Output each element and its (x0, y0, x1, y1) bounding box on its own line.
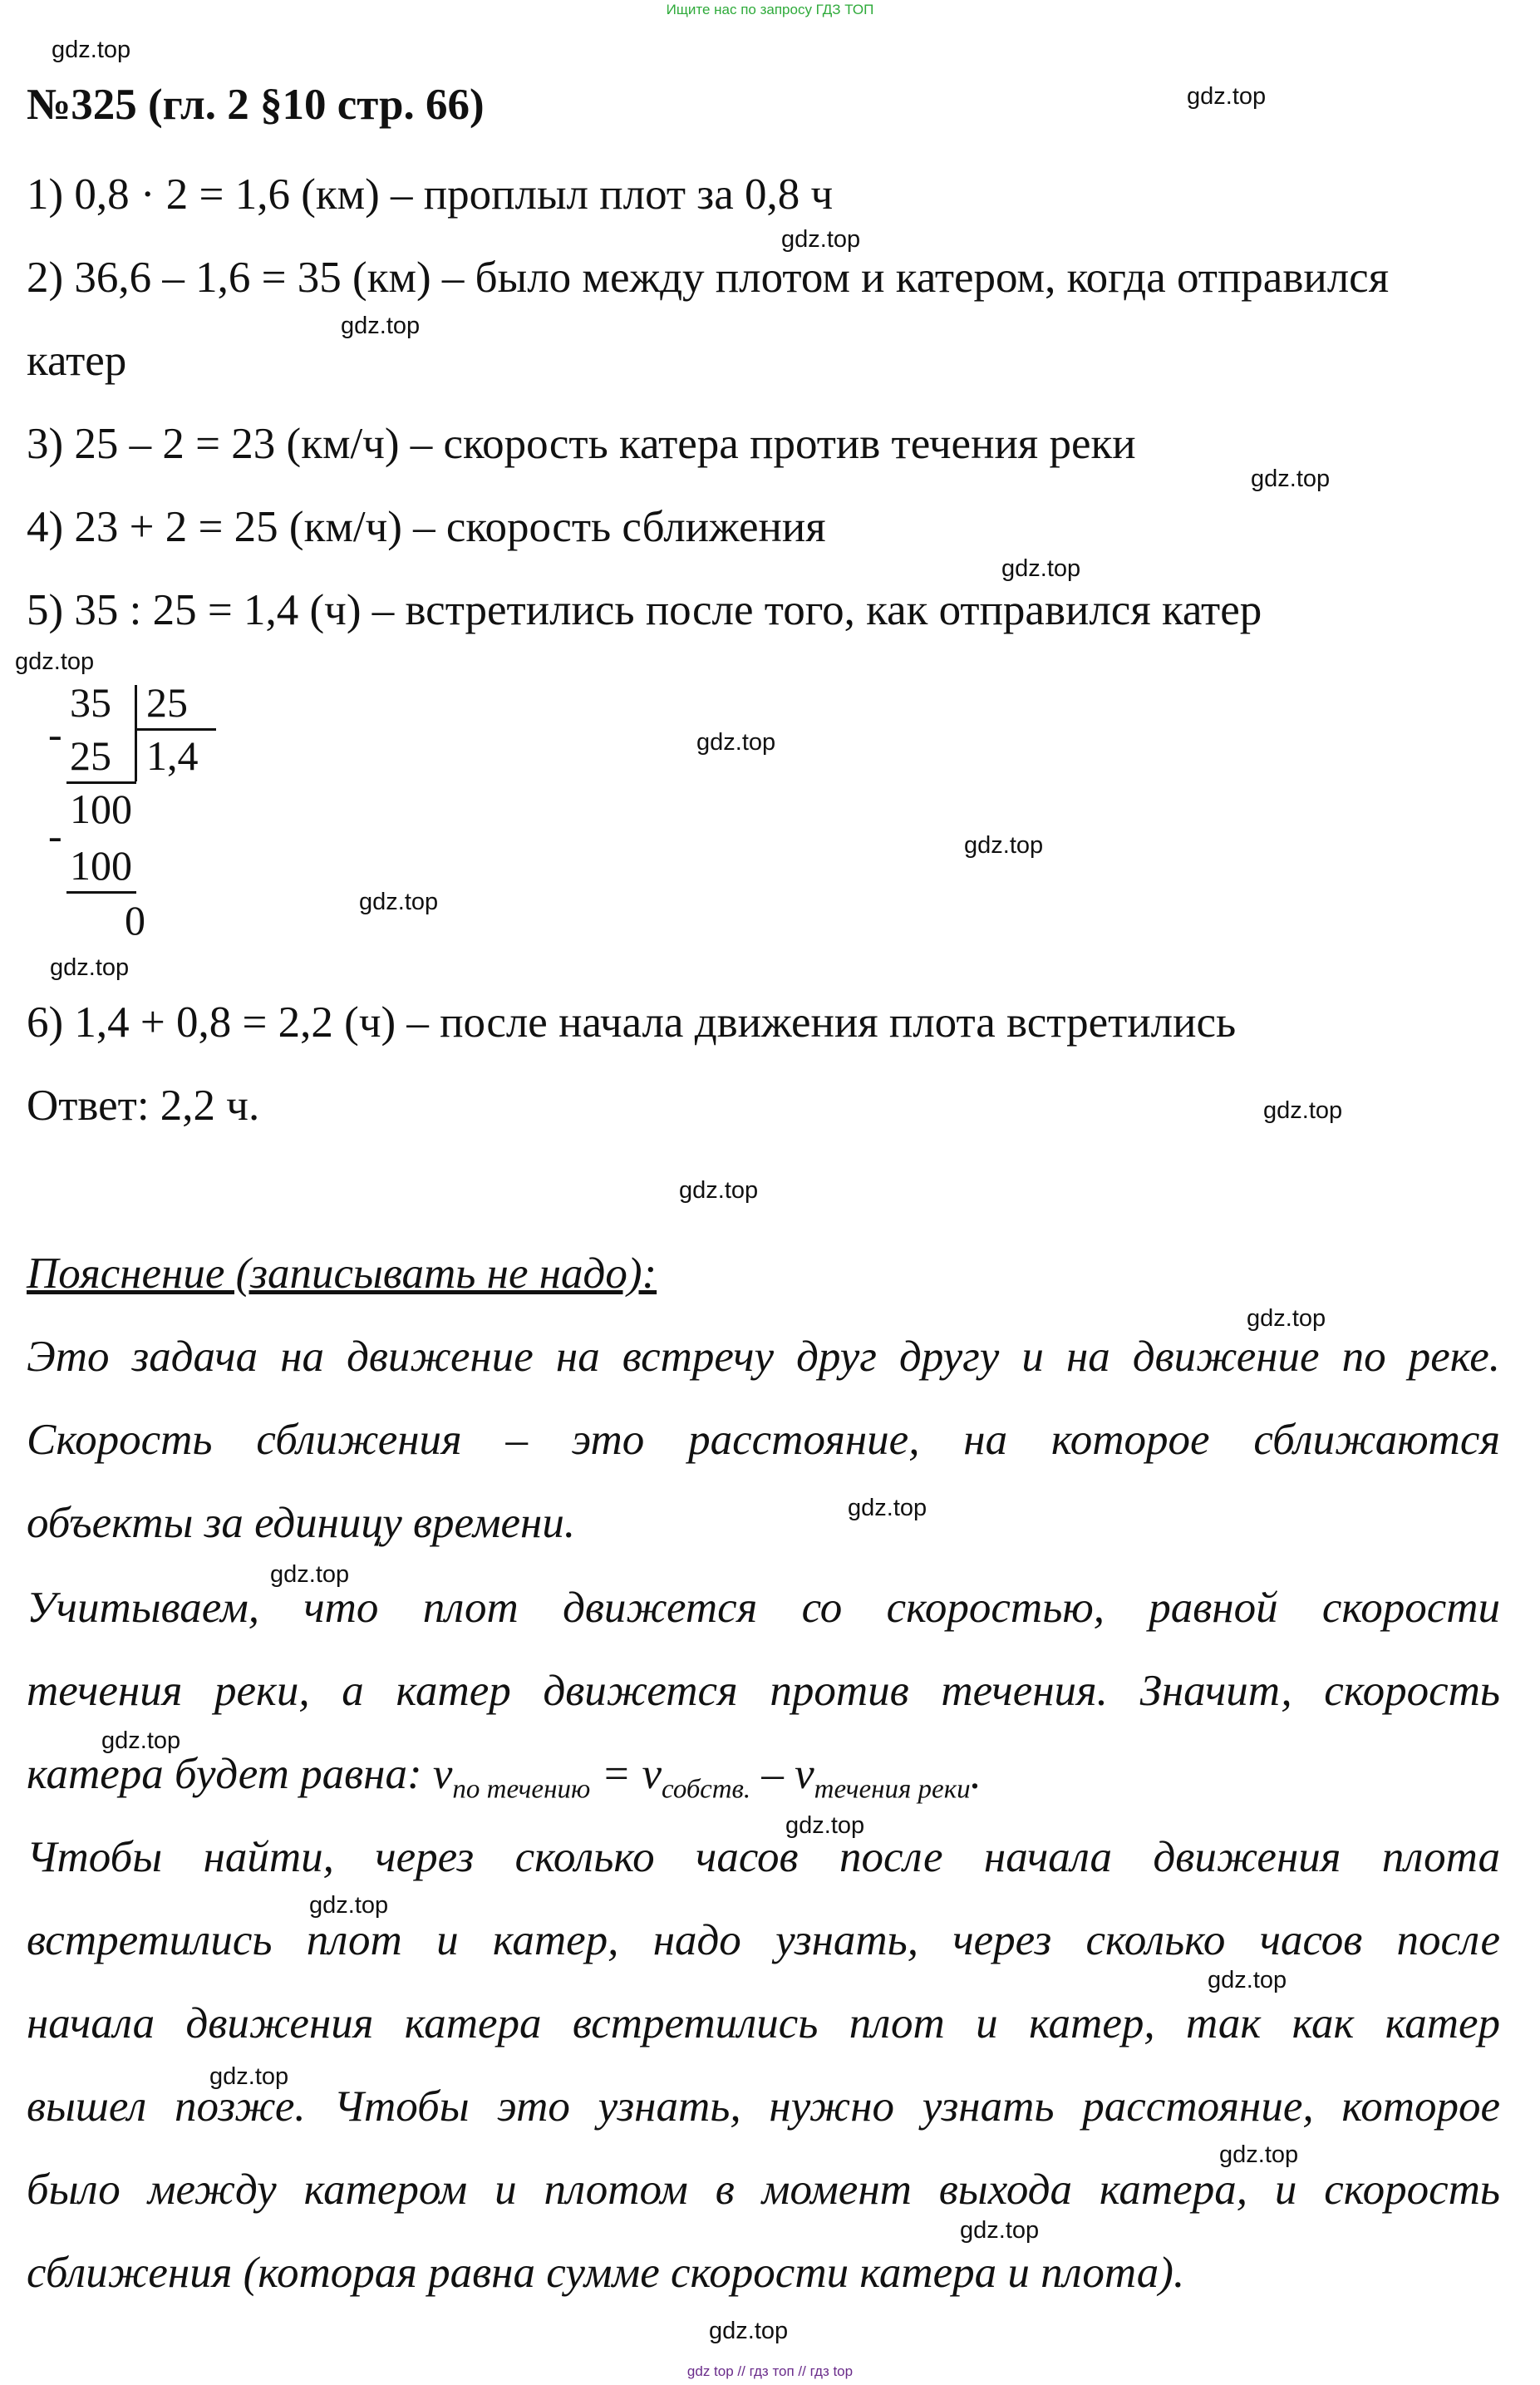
explanation-line: Учитываем, что плот движется со скоростью, равной скорости (27, 1584, 1500, 1632)
problem-title: №325 (гл. 2 §10 стр. 66) (27, 81, 485, 129)
solution-step: катер (27, 337, 127, 385)
explanation-line: Это задача на движение на встречу друг другу и на движение по реке. (27, 1333, 1500, 1381)
division-quotient: 1,4 (146, 732, 199, 779)
solution-step: 4) 23 + 2 = 25 (км/ч) – скорость сближения (27, 503, 826, 551)
formula-subscript: собств. (662, 1774, 751, 1805)
solution-step: 3) 25 – 2 = 23 (км/ч) – скорость катера против течения реки (27, 420, 1136, 468)
watermark: gdz.top (50, 954, 130, 981)
explanation-line: встретились плот и катер, надо узнать, через сколько часов после (27, 1916, 1500, 1964)
explanation-line: начала движения катера встретились плот и катер, так как катер (27, 1999, 1500, 2047)
watermark: gdz.top (52, 37, 131, 63)
watermark: gdz.top (785, 1812, 865, 1839)
solution-step: 1) 0,8 · 2 = 1,6 (км) – проплыл плот за 0,8 ч (27, 170, 834, 219)
explanation-line: сближения (которая равна сумме скорости катера и плота). (27, 2249, 1185, 2297)
watermark: gdz.top (270, 1561, 350, 1588)
watermark: gdz.top (359, 889, 439, 915)
solution-step: 6) 1,4 + 0,8 = 2,2 (ч) – после начала движения плота встретились (27, 998, 1237, 1047)
division-divisor: 25 (146, 679, 188, 726)
top-banner[interactable]: Ищите нас по запросу ГДЗ ТОП (666, 2, 874, 17)
formula-subscript: течения реки (814, 1774, 971, 1805)
division-subtrahend: 25 (70, 732, 111, 779)
formula-variable: v (642, 1750, 662, 1798)
explanation-line: объекты за единицу времени. (27, 1499, 576, 1547)
division-divisor-bar (136, 728, 216, 731)
watermark: gdz.top (1251, 466, 1331, 492)
formula-variable: v (795, 1750, 814, 1798)
formula-prefix: катера будет равна: (27, 1750, 433, 1798)
division-vertical-bar (135, 685, 137, 781)
division-minus-sign: - (48, 711, 62, 757)
watermark: gdz.top (848, 1495, 927, 1521)
explanation-line: было между катером и плотом в момент выхода катера, и скорость (27, 2166, 1500, 2214)
watermark: gdz.top (15, 648, 95, 675)
watermark: gdz.top (679, 1177, 759, 1204)
watermark: gdz.top (696, 729, 776, 756)
explanation-line: Чтобы найти, через сколько часов после начала движения плота (27, 1833, 1500, 1881)
watermark: gdz.top (960, 2217, 1040, 2244)
long-division (48, 679, 216, 948)
formula-variable: v (432, 1750, 453, 1798)
division-dividend: 35 (70, 679, 111, 726)
watermark: gdz.top (341, 313, 421, 339)
division-rule (66, 891, 136, 894)
watermark: gdz.top (709, 2318, 789, 2344)
velocity-formula (27, 1752, 1500, 1804)
explanation-line: вышел позже. Чтобы это узнать, нужно узнать расстояние, которое (27, 2082, 1500, 2131)
explanation-line: течения реки, а катер движется против течения. Значит, скорость (27, 1667, 1500, 1715)
solution-step: 5) 35 : 25 = 1,4 (ч) – встретились после того, как отправился катер (27, 586, 1262, 634)
answer: Ответ: 2,2 ч. (27, 1082, 260, 1130)
explanation-heading: Пояснение (записывать не надо): (27, 1249, 657, 1298)
formula-operator: – (750, 1750, 795, 1798)
solution-step: 2) 36,6 – 1,6 = 35 (км) – было между плотом и катером, когда отправился (27, 254, 1390, 302)
watermark: gdz.top (1001, 555, 1081, 582)
division-remainder: 0 (125, 897, 145, 944)
watermark: gdz.top (309, 1892, 389, 1919)
watermark: gdz.top (209, 2063, 289, 2090)
footer-links[interactable]: gdz top // гдз топ // гдз top (686, 2363, 854, 2379)
division-subtrahend: 100 (70, 842, 132, 889)
watermark: gdz.top (781, 226, 861, 253)
watermark: gdz.top (964, 832, 1044, 859)
division-minus-sign: - (48, 812, 62, 859)
division-rule (66, 781, 136, 784)
watermark: gdz.top (1208, 1967, 1287, 1993)
formula-period: . (970, 1750, 982, 1798)
explanation-line: Скорость сближения – это расстояние, на которое сближаются (27, 1416, 1500, 1464)
watermark: gdz.top (101, 1727, 181, 1754)
watermark: gdz.top (1187, 83, 1267, 110)
watermark: gdz.top (1263, 1097, 1343, 1124)
formula-subscript: по течению (452, 1774, 591, 1805)
division-remainder: 100 (70, 786, 132, 832)
formula-operator: = (590, 1750, 642, 1798)
watermark: gdz.top (1247, 1305, 1326, 1332)
watermark: gdz.top (1219, 2141, 1299, 2168)
